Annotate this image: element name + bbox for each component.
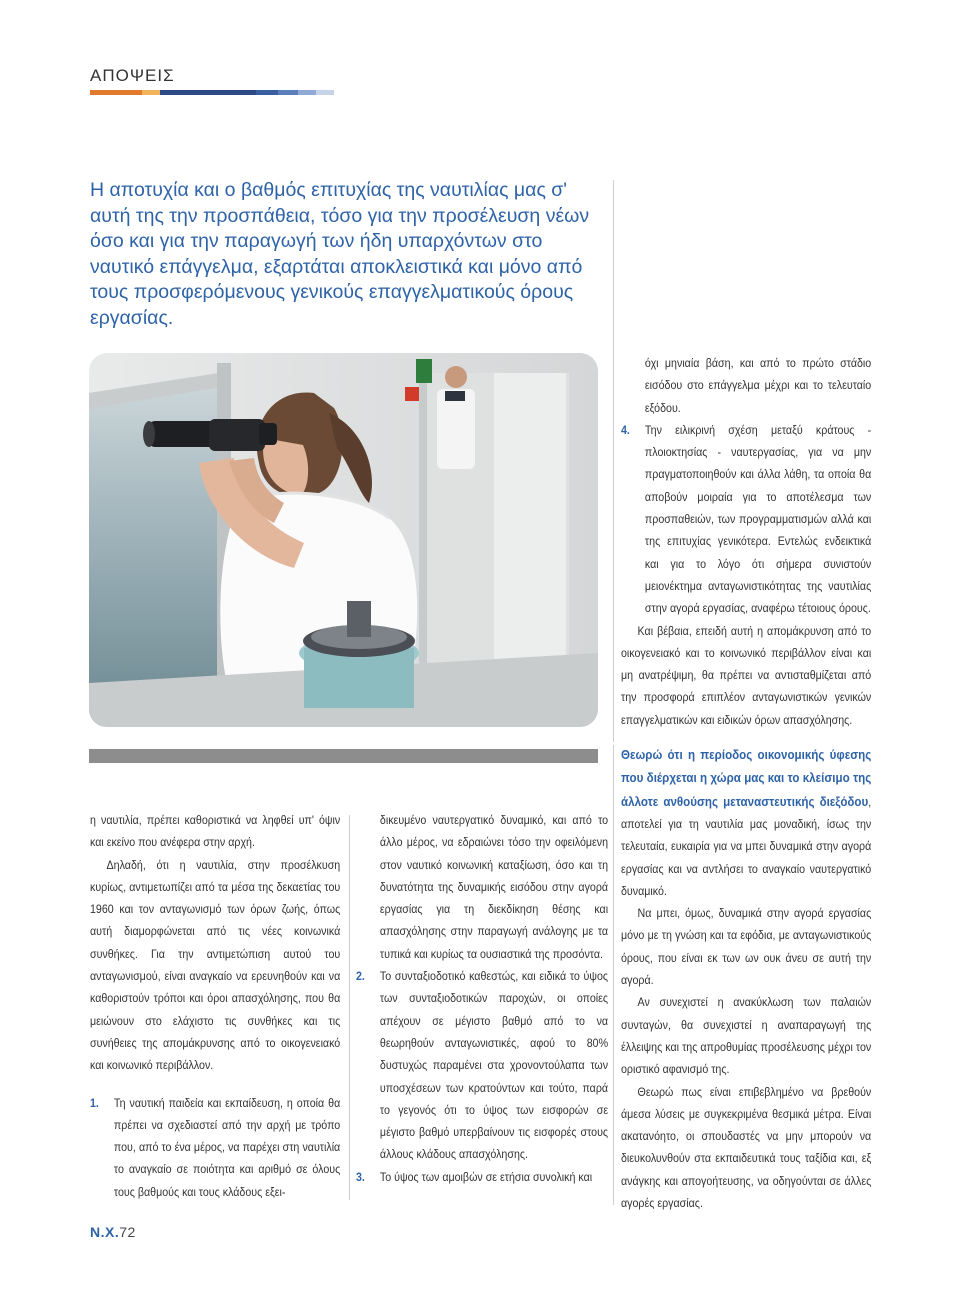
lead-rest: , αποτελεί για τη ναυτιλία μας μοναδική, ίσως την τελευταία, ευκαιρία για να μπει δυναμικά στην αγορά εργασίας και να αντλήσει το αναγκαίο ναυτεργατικό δυναμικό. [621, 795, 872, 898]
bridge-photo [89, 353, 598, 727]
paragraph: Αν συνεχιστεί η ανακύκλωση των παλαιών συνταγών, θα συνεχιστεί η αναπαραγωγή της έλλειψης και της απροθυμίας προσέλευσης μέχρι τον οριστικό αφανισμό της. [621, 996, 872, 1077]
column-divider [349, 815, 350, 1200]
bar-segment [142, 90, 160, 95]
pull-quote: Η αποτυχία και ο βαθμός επιτυχίας της ναυτιλίας μας σ' αυτή της την προσπάθεια, τόσο για την προσέλευση νέων όσο και για την παραγωγή των ήδη υπαρχόντων στο ναυτικό επάγγελμα, εξαρτάται αποκλειστικά και μόνο από τους προσφερόμενους γενικούς επαγγελματικούς όρους εργασίας. [90, 179, 590, 329]
numbered-item [356, 966, 608, 1167]
item-number: 2. [356, 970, 365, 984]
photo-caption-band [89, 749, 598, 763]
section-label: ΑΠΟΨΕΙΣ [90, 66, 175, 85]
paragraph: η ναυτιλία, πρέπει καθοριστικά να ληφθεί υπ' όψιν και εκείνο που ανέφερα στην αρχή. [90, 814, 341, 850]
paragraph: δικευμένο ναυτεργατικό δυναμικό, και από το άλλο μέρος, να εδραιώνει τόσο την οφειλόμενη στον ναυτικό κοινωνική καταξίωση, όσο και τη δυνατότητα της δυναμικής εισόδου στην αγορά εργασίας για τη διεκδίκηση θέσης και απασχόλησης στην παραγωγή ανάλογης με τα τυπικά και κυρίως τα ουσιαστικά της προσόντα. [379, 814, 609, 961]
magazine-brand: Ν.Χ. [90, 1224, 120, 1240]
bar-segment [298, 90, 316, 95]
lead-paragraph [621, 744, 871, 903]
item-number: 4. [621, 423, 630, 437]
bar-segment [256, 90, 278, 95]
numbered-item [621, 420, 871, 621]
paragraph: Δηλαδή, ότι η ναυτιλία, στην προσέλκυση κυρίως, αντιμετωπίζει από τα μέσα της δεκαετίας του 1960 και τον ανταγωνισμό των όρων ζωής, όπως αυτή διαμορφώνεται από τις νέες κοινωνικά συνθήκες. Για την αντιμετώπιση αυτού του ανταγωνισμού, είναι αναγκαίο να ερευνηθούν και να καθοριστούν τρόποι και όροι απασχόλησης, που θα μειώνουν στο ελάχιστο τις συνθήκες και τις συνήθειες της απομάκρυνσης από το οικογενειακό και κοινωνικό περιβάλλον. [90, 858, 341, 1073]
paragraph: Θεωρώ πως είναι επιβεβλημένο να βρεθούν άμεσα λύσεις με συγκεκριμένα θεσμικά μέτρα. Είναι ακατανόητο, οι σπουδαστές να μην μπορούν να διευκολυνθούν στα εκπαιδευτικά τους ταξίδια και, εξ ανάγκης και απογοήτευσης, να οδηγούνται σε άλλες αγορές εργασίας. [621, 1085, 872, 1210]
paragraph: Να μπει, όμως, δυναμικά στην αγορά εργασίας μόνο με τη γνώση και τα εφόδια, με ανταγωνιστικούς όρους, που είναι εκ των ων ουκ άνευ σε αυτή την αγορά. [621, 907, 872, 988]
paragraph: Και βέβαια, επειδή αυτή η απομάκρυνση από το οικογενειακό και το κοινωνικό περιβάλλον είναι και μη ανατρέψιμη, θα πρέπει να αντισταθμίζεται από την προσφορά επιπλέον ανταγωνιστικών γενικών επαγγελματικών και ειδικών όρων απασχόλησης. [621, 624, 872, 727]
item-number: 3. [356, 1170, 365, 1184]
column-3 [621, 353, 871, 1215]
bar-segment [90, 90, 142, 95]
numbered-item [90, 1093, 340, 1204]
item-text: Το ύψος των αμοιβών σε ετήσια συνολική και [379, 1170, 593, 1184]
bar-segment [278, 90, 298, 95]
page-number: 72 [119, 1224, 136, 1240]
numbered-item [356, 1167, 608, 1189]
header-color-bar [90, 90, 334, 95]
bar-segment [160, 90, 256, 95]
item-text: Τη ναυτική παιδεία και εκπαίδευση, η οποία θα πρέπει να σχεδιαστεί από την αρχή με τρόπο που, από το ένα μέρος, να παρέχει στη ναυτιλία το αναγκαίο σε ποιότητα και αριθμό σε όλους τους βαθμούς και τους κλάδους εξει- [113, 1096, 341, 1199]
column-1 [90, 810, 340, 1204]
column-2 [356, 810, 608, 1189]
item-text: Την ειλικρινή σχέση μεταξύ κράτους - πλοιοκτησίας - ναυτεργασίας, για να μην πραγματοποιηθούν και άλλα λάθη, τα οποία θα αποβούν μοιραία για το αποτέλεσμα των προσπαθειών, των προγραμματισμών αλλά και της επιτυχίας γενικότερα. Εντελώς ενδεικτικά και για το λόγο ότι σήμερα συνιστούν μειονέκτημα ανταγωνιστικότητας της ναυτιλίας στην αγορά εργασίας, αναφέρω τέτοιους όρους. [644, 423, 872, 616]
column-divider [613, 745, 614, 1205]
item-number: 1. [90, 1096, 99, 1110]
paragraph: όχι μηνιαία βάση, και από το πρώτο στάδιο εισόδου στο επάγγελμα μέχρι και το τελευταίο εξόδου. [644, 357, 872, 415]
item-text: Το συνταξιοδοτικό καθεστώς, και ειδικά το ύψος των συνταξιοδοτικών παροχών, οι οποίες απέχουν σε μέγιστο βαθμό από το να θεωρηθούν ανταγωνιστικές, αφού το 80% δυστυχώς παραμένει στα χρονοντούλαπα των υποσχέσεων των κρατούντων και τούτο, παρά το γεγονός ότι το ύψος των εισφορών σε μέγιστο βαθμό υπερβαίνουν τις εισφορές στους άλλους κλάδους απασχόλησης. [379, 970, 609, 1162]
bar-segment [316, 90, 334, 95]
lead-in: Θεωρώ ότι η περίοδος οικονομικής ύφεσης που διέρχεται η χώρα μας και το κλείσιμο της άλλοτε ανθούσης μεταναστευτικής διεξόδου [621, 748, 872, 809]
page-footer [90, 1224, 136, 1240]
column-divider [613, 180, 614, 742]
